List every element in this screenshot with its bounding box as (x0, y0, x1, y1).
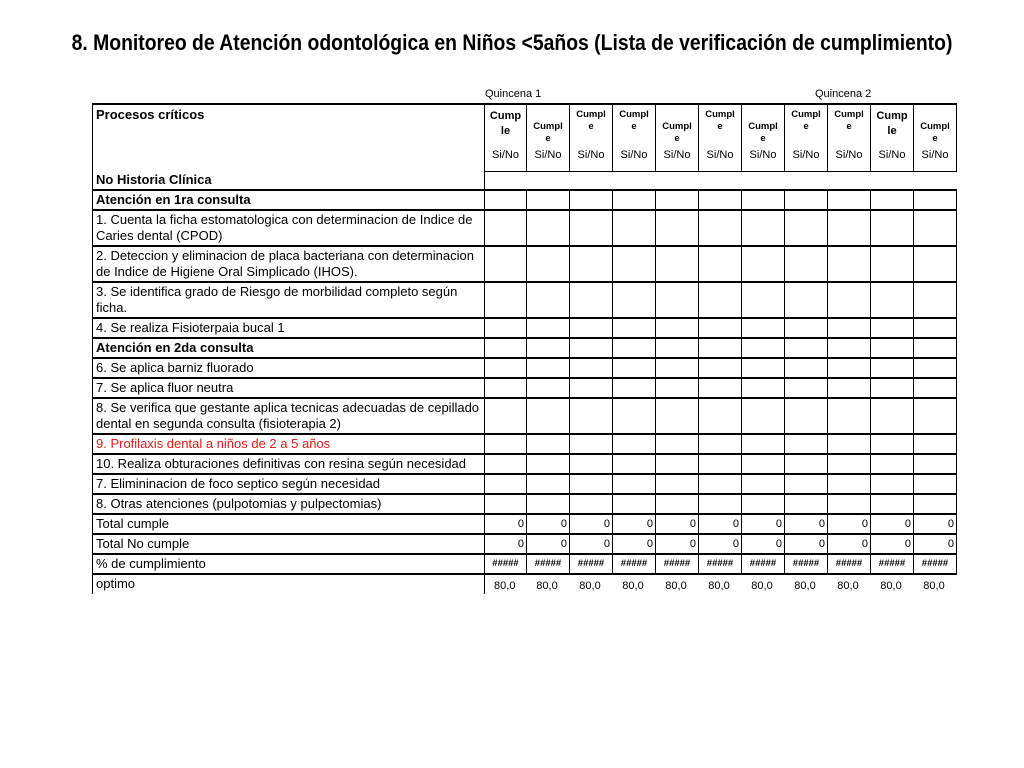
check-cell[interactable] (656, 434, 699, 454)
header-sino: Si/No (577, 149, 605, 161)
header-sino: Si/No (663, 149, 691, 161)
check-cell[interactable] (914, 338, 957, 358)
header-sino: Si/No (921, 149, 949, 161)
header-cumple-col (785, 104, 828, 171)
header-cumple-text: Cumpl (662, 121, 692, 132)
header-cumple-text: Cumpl (834, 109, 864, 120)
check-cell[interactable] (485, 494, 527, 514)
historia-row (93, 171, 957, 190)
check-cell[interactable] (785, 358, 828, 378)
check-cell[interactable] (742, 434, 785, 454)
total-no-cumple-value: 0 (485, 534, 527, 554)
header-sino: Si/No (749, 149, 777, 161)
total-cumple-value: 0 (485, 514, 527, 534)
check-cell[interactable] (742, 398, 785, 434)
check-cell[interactable] (699, 190, 742, 210)
header-cumple-text: e (588, 121, 594, 132)
header-cumple-label (613, 105, 655, 149)
table-row (93, 282, 957, 318)
check-cell[interactable] (613, 282, 656, 318)
check-cell[interactable] (485, 318, 527, 338)
header-cumple-col (699, 104, 742, 171)
check-cell[interactable] (656, 282, 699, 318)
check-cell[interactable] (742, 282, 785, 318)
check-cell[interactable] (828, 434, 871, 454)
optimo-label: optimo (93, 574, 485, 594)
check-cell[interactable] (570, 494, 613, 514)
table-row (93, 494, 957, 514)
header-cumple-text: Cumpl (533, 121, 563, 132)
check-cell[interactable] (613, 494, 656, 514)
historia-label: No Historia Clínica (93, 171, 485, 190)
check-cell[interactable] (828, 282, 871, 318)
check-cell[interactable] (570, 378, 613, 398)
check-cell[interactable] (785, 190, 828, 210)
check-cell[interactable] (656, 338, 699, 358)
header-cumple-text: le (887, 125, 897, 137)
check-cell[interactable] (485, 474, 527, 494)
check-cell[interactable] (699, 246, 742, 282)
process-label: 7. Elimininacion de foco septico según necesidad (93, 474, 485, 494)
header-cumple-col (527, 104, 570, 171)
check-cell[interactable] (656, 246, 699, 282)
header-cumple-text: e (846, 121, 852, 132)
total-cumple-value: 0 (828, 514, 871, 534)
check-cell[interactable] (742, 318, 785, 338)
check-cell[interactable] (742, 246, 785, 282)
check-cell[interactable] (613, 398, 656, 434)
check-cell[interactable] (785, 378, 828, 398)
header-cumple-text: le (500, 125, 511, 137)
total-cumple-value: 0 (742, 514, 785, 534)
check-cell[interactable] (527, 210, 570, 246)
process-label: 3. Se identifica grado de Riesgo de morbilidad completo según ficha. (93, 282, 485, 318)
header-cumple-text: e (932, 133, 938, 144)
pct-cumplimiento-value: ##### (914, 554, 957, 574)
header-sino: Si/No (620, 149, 648, 161)
header-cumple-text: Cumpl (920, 121, 950, 132)
check-cell[interactable] (485, 398, 527, 434)
total-cumple-value: 0 (570, 514, 613, 534)
check-cell[interactable] (914, 378, 957, 398)
check-cell[interactable] (527, 318, 570, 338)
check-cell[interactable] (485, 378, 527, 398)
optimo (93, 574, 957, 594)
check-cell[interactable] (828, 338, 871, 358)
check-cell[interactable] (570, 318, 613, 338)
header-cumple-col (656, 104, 699, 171)
check-cell[interactable] (871, 246, 914, 282)
check-cell[interactable] (485, 454, 527, 474)
check-cell[interactable] (914, 398, 957, 434)
process-label: 2. Deteccion y eliminacion de placa bacteriana con determinacion de Indice de Higiene Oral Simplicado (IHOS). (93, 246, 485, 282)
check-cell[interactable] (485, 210, 527, 246)
header-cumple-text: e (760, 133, 766, 144)
header-cumple-label (485, 105, 526, 149)
check-cell[interactable] (914, 210, 957, 246)
check-cell[interactable] (785, 494, 828, 514)
check-cell[interactable] (871, 210, 914, 246)
process-label: 6. Se aplica barniz fluorado (93, 358, 485, 378)
header-cumple-text: Cumpl (619, 109, 649, 120)
check-cell[interactable] (699, 282, 742, 318)
header-sino: Si/No (835, 149, 863, 161)
check-cell[interactable] (656, 378, 699, 398)
header-cumple-label (699, 105, 741, 149)
check-cell[interactable] (699, 210, 742, 246)
check-cell[interactable] (742, 210, 785, 246)
check-cell[interactable] (570, 474, 613, 494)
historia-blank (828, 171, 871, 190)
check-cell[interactable] (871, 434, 914, 454)
check-cell[interactable] (527, 398, 570, 434)
check-cell[interactable] (527, 190, 570, 210)
optimo-value: 80,0 (880, 580, 902, 592)
pct-cumplimiento-label: % de cumplimiento (93, 554, 485, 574)
check-cell[interactable] (828, 190, 871, 210)
check-cell[interactable] (485, 338, 527, 358)
header-cumple-label (527, 105, 569, 149)
optimo-value: 80,0 (494, 580, 516, 592)
check-cell[interactable] (570, 210, 613, 246)
optimo-value: 80,0 (708, 580, 730, 592)
check-cell[interactable] (914, 358, 957, 378)
check-cell[interactable] (828, 474, 871, 494)
process-label: 8. Otras atenciones (pulpotomias y pulpectomias) (93, 494, 485, 514)
header-cumple-col (871, 104, 914, 171)
check-cell[interactable] (527, 378, 570, 398)
header-cumple-col (485, 104, 527, 171)
check-cell[interactable] (785, 282, 828, 318)
check-cell[interactable] (871, 338, 914, 358)
check-cell[interactable] (656, 454, 699, 474)
check-cell[interactable] (828, 318, 871, 338)
historia-blank (699, 171, 742, 190)
header-sino: Si/No (534, 149, 562, 161)
check-cell[interactable] (699, 474, 742, 494)
header-cumple-text: e (803, 121, 809, 132)
check-cell[interactable] (570, 246, 613, 282)
check-cell[interactable] (785, 210, 828, 246)
check-cell[interactable] (656, 210, 699, 246)
total-no-cumple-value: 0 (656, 534, 699, 554)
check-cell[interactable] (914, 494, 957, 514)
section-row (93, 190, 957, 210)
header-cumple-label (656, 105, 698, 149)
historia-blank (527, 171, 570, 190)
check-cell[interactable] (570, 454, 613, 474)
historia-blank (914, 171, 957, 190)
check-cell[interactable] (485, 358, 527, 378)
header-spacer (914, 109, 956, 121)
check-cell[interactable] (656, 190, 699, 210)
header-cumple-text: Cumpl (576, 109, 606, 120)
check-cell[interactable] (613, 210, 656, 246)
check-cell[interactable] (742, 474, 785, 494)
check-cell[interactable] (828, 454, 871, 474)
check-cell[interactable] (871, 494, 914, 514)
process-label: 9. Profilaxis dental a niños de 2 a 5 años (93, 434, 485, 454)
header-cumple-col (828, 104, 871, 171)
total-no-cumple-value: 0 (785, 534, 828, 554)
check-cell[interactable] (699, 338, 742, 358)
check-cell[interactable] (828, 358, 871, 378)
check-cell[interactable] (570, 190, 613, 210)
header-cumple-text: Cump (489, 110, 522, 122)
check-cell[interactable] (656, 474, 699, 494)
header-sino: Si/No (878, 149, 906, 161)
check-cell[interactable] (613, 338, 656, 358)
header-cumple-col (570, 104, 613, 171)
check-cell[interactable] (785, 454, 828, 474)
check-cell[interactable] (613, 454, 656, 474)
process-label: 1. Cuenta la ficha estomatologica con determinacion de Indice de Caries dental (CPOD) (93, 210, 485, 246)
check-cell[interactable] (527, 246, 570, 282)
optimo-value: 80,0 (751, 580, 773, 592)
check-cell[interactable] (570, 434, 613, 454)
pct-cumplimiento-value: ##### (828, 554, 871, 574)
table-row (93, 378, 957, 398)
check-cell[interactable] (871, 190, 914, 210)
check-cell[interactable] (871, 454, 914, 474)
check-cell[interactable] (656, 398, 699, 434)
check-cell[interactable] (527, 434, 570, 454)
check-cell[interactable] (871, 378, 914, 398)
header-cumple-text: Cumpl (748, 121, 778, 132)
total-cumple-value: 0 (656, 514, 699, 534)
optimo-value: 80,0 (665, 580, 687, 592)
process-label: 8. Se verifica que gestante aplica tecnicas adecuadas de cepillado dental en segunda consulta (fisioterapia 2) (93, 398, 485, 434)
check-cell[interactable] (742, 190, 785, 210)
checklist-table (92, 103, 957, 594)
check-cell[interactable] (785, 474, 828, 494)
check-cell[interactable] (485, 190, 527, 210)
optimo-value: 80,0 (837, 580, 859, 592)
pct-cumplimiento-value: ##### (485, 554, 527, 574)
check-cell[interactable] (699, 358, 742, 378)
check-cell[interactable] (742, 454, 785, 474)
section-label: Atención en 1ra consulta (93, 190, 485, 210)
table-row (93, 358, 957, 378)
check-cell[interactable] (871, 282, 914, 318)
total-no-cumple-value: 0 (699, 534, 742, 554)
header-cumple-label (914, 105, 956, 149)
total-no-cumple (93, 534, 957, 554)
historia-blank (871, 171, 914, 190)
check-cell[interactable] (699, 378, 742, 398)
header-sino: Si/No (492, 149, 519, 161)
check-cell[interactable] (828, 378, 871, 398)
check-cell[interactable] (699, 398, 742, 434)
check-cell[interactable] (742, 494, 785, 514)
check-cell[interactable] (871, 318, 914, 338)
check-cell[interactable] (742, 338, 785, 358)
check-cell[interactable] (871, 398, 914, 434)
pct-cumplimiento-value: ##### (527, 554, 570, 574)
header-spacer (527, 109, 569, 121)
header-cumple-text: e (674, 133, 680, 144)
historia-blank (785, 171, 828, 190)
check-cell[interactable] (527, 338, 570, 358)
table-row (93, 474, 957, 494)
header-cumple-col (914, 104, 957, 171)
pct-cumplimiento-value: ##### (742, 554, 785, 574)
check-cell[interactable] (914, 454, 957, 474)
check-cell[interactable] (828, 246, 871, 282)
check-cell[interactable] (527, 474, 570, 494)
total-cumple-value: 0 (785, 514, 828, 534)
header-cumple-label (742, 105, 784, 149)
total-no-cumple-value: 0 (570, 534, 613, 554)
check-cell[interactable] (699, 494, 742, 514)
pct-cumplimiento (93, 554, 957, 574)
page-title: 8. Monitoreo de Atención odontológica en Niños <5años (Lista de verificación de cumplimiento) (71, 30, 953, 55)
check-cell[interactable] (485, 246, 527, 282)
quincena-1-label: Quincena 1 (485, 88, 542, 100)
check-cell[interactable] (871, 474, 914, 494)
section-row (93, 338, 957, 358)
check-cell[interactable] (613, 318, 656, 338)
total-cumple-value: 0 (613, 514, 656, 534)
table-row (93, 210, 957, 246)
process-label: 4. Se realiza Fisioterpaia bucal 1 (93, 318, 485, 338)
section-label: Atención en 2da consulta (93, 338, 485, 358)
check-cell[interactable] (485, 434, 527, 454)
check-cell[interactable] (613, 246, 656, 282)
total-no-cumple-value: 0 (828, 534, 871, 554)
total-cumple-value: 0 (527, 514, 570, 534)
pct-cumplimiento-value: ##### (699, 554, 742, 574)
total-no-cumple-value: 0 (871, 534, 914, 554)
process-label: 10. Realiza obturaciones definitivas con resina según necesidad (93, 454, 485, 474)
check-cell[interactable] (914, 474, 957, 494)
check-cell[interactable] (613, 190, 656, 210)
header-spacer (656, 109, 698, 121)
check-cell[interactable] (570, 282, 613, 318)
total-cumple-value: 0 (699, 514, 742, 534)
check-cell[interactable] (485, 282, 527, 318)
header-sino: Si/No (706, 149, 734, 161)
optimo-value: 80,0 (923, 580, 945, 592)
check-cell[interactable] (785, 318, 828, 338)
total-no-cumple-label: Total No cumple (93, 534, 485, 554)
pct-cumplimiento-value: ##### (656, 554, 699, 574)
check-cell[interactable] (828, 398, 871, 434)
historia-blank (485, 171, 527, 190)
total-no-cumple-value: 0 (613, 534, 656, 554)
check-cell[interactable] (656, 494, 699, 514)
check-cell[interactable] (785, 338, 828, 358)
historia-blank (742, 171, 785, 190)
check-cell[interactable] (613, 434, 656, 454)
check-cell[interactable] (656, 318, 699, 338)
header-cumple-col (613, 104, 656, 171)
total-no-cumple-value: 0 (742, 534, 785, 554)
check-cell[interactable] (699, 454, 742, 474)
check-cell[interactable] (914, 190, 957, 210)
check-cell[interactable] (699, 434, 742, 454)
table-row (93, 454, 957, 474)
optimo-value: 80,0 (579, 580, 601, 592)
table-row (93, 246, 957, 282)
check-cell[interactable] (742, 378, 785, 398)
check-cell[interactable] (656, 358, 699, 378)
check-cell[interactable] (699, 318, 742, 338)
historia-blank (570, 171, 613, 190)
header-cumple-label (828, 105, 870, 149)
total-cumple-value: 0 (871, 514, 914, 534)
check-cell[interactable] (785, 246, 828, 282)
historia-blank (656, 171, 699, 190)
pct-cumplimiento-value: ##### (785, 554, 828, 574)
table-row (93, 318, 957, 338)
total-no-cumple-value: 0 (914, 534, 957, 554)
check-cell[interactable] (527, 282, 570, 318)
optimo-value: 80,0 (536, 580, 558, 592)
check-cell[interactable] (613, 378, 656, 398)
check-cell[interactable] (914, 282, 957, 318)
table-row (93, 434, 957, 454)
check-cell[interactable] (613, 474, 656, 494)
total-cumple-label: Total cumple (93, 514, 485, 534)
check-cell[interactable] (914, 318, 957, 338)
pct-cumplimiento-value: ##### (570, 554, 613, 574)
check-cell[interactable] (527, 454, 570, 474)
header-cumple-col (742, 104, 785, 171)
check-cell[interactable] (570, 338, 613, 358)
check-cell[interactable] (527, 358, 570, 378)
check-cell[interactable] (914, 246, 957, 282)
header-cumple-text: e (631, 121, 637, 132)
process-label: 7. Se aplica fluor neutra (93, 378, 485, 398)
total-cumple-value: 0 (914, 514, 957, 534)
check-cell[interactable] (742, 358, 785, 378)
pct-cumplimiento-value: ##### (613, 554, 656, 574)
check-cell[interactable] (828, 494, 871, 514)
header-cumple-text: e (545, 133, 551, 144)
check-cell[interactable] (570, 358, 613, 378)
historia-blank (613, 171, 656, 190)
table-row (93, 398, 957, 434)
optimo-value: 80,0 (794, 580, 816, 592)
check-cell[interactable] (527, 494, 570, 514)
optimo-value: 80,0 (622, 580, 644, 592)
quincena-2-label: Quincena 2 (815, 88, 872, 100)
total-no-cumple-value: 0 (527, 534, 570, 554)
header-cumple-text: Cump (876, 110, 908, 122)
total-cumple (93, 514, 957, 534)
header-cumple-label (570, 105, 612, 149)
check-cell[interactable] (785, 434, 828, 454)
check-cell[interactable] (785, 398, 828, 434)
header-procesos: Procesos críticos (93, 104, 485, 171)
header-cumple-text: Cumpl (705, 109, 735, 120)
header-cumple-label (785, 105, 827, 149)
header-cumple-text: Cumpl (791, 109, 821, 120)
header-spacer (742, 109, 784, 121)
header-sino: Si/No (792, 149, 820, 161)
check-cell[interactable] (871, 358, 914, 378)
header-row (93, 104, 957, 171)
check-cell[interactable] (570, 398, 613, 434)
header-cumple-text: e (717, 121, 723, 132)
pct-cumplimiento-value: ##### (871, 554, 914, 574)
header-cumple-label (871, 105, 913, 149)
check-cell[interactable] (613, 358, 656, 378)
check-cell[interactable] (828, 210, 871, 246)
check-cell[interactable] (914, 434, 957, 454)
